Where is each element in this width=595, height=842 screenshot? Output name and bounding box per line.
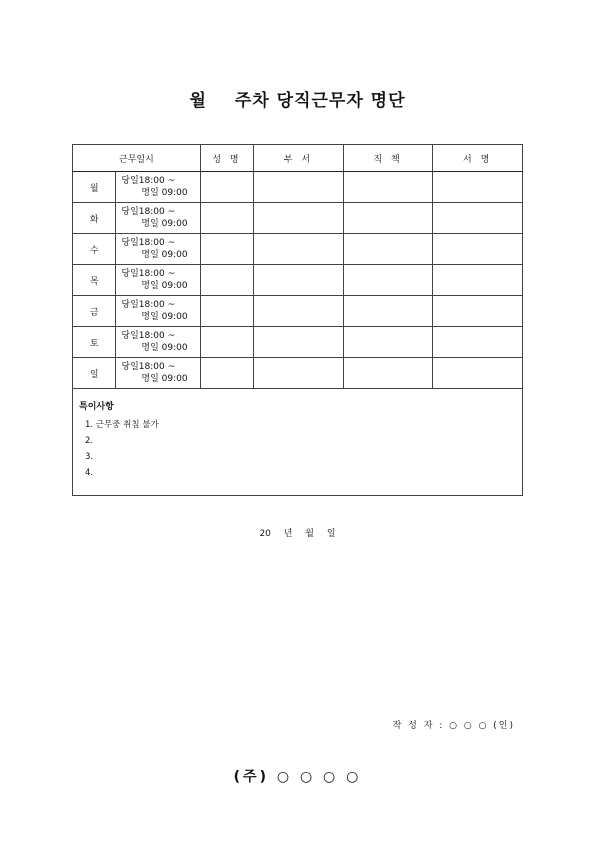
day-cell: 목 (73, 265, 116, 296)
time-end: 명일 09:00 (141, 188, 188, 198)
day-cell: 금 (73, 296, 116, 327)
time-start: 당일18:00 ~ (121, 269, 176, 279)
table-row (73, 234, 523, 265)
notes-item: 4. (85, 468, 94, 478)
time-end: 명일 09:00 (141, 343, 188, 353)
company-name: (주) ○ ○ ○ ○ (233, 769, 362, 785)
department-cell[interactable] (254, 327, 344, 358)
name-cell[interactable] (200, 358, 253, 389)
table-row (73, 327, 523, 358)
name-cell[interactable] (200, 172, 253, 203)
signature-cell[interactable] (433, 203, 523, 234)
position-cell[interactable] (343, 172, 433, 203)
day-cell: 화 (73, 203, 116, 234)
time-cell (116, 296, 200, 327)
signature-cell[interactable] (433, 234, 523, 265)
position-cell[interactable] (343, 358, 433, 389)
department-cell[interactable] (254, 265, 344, 296)
position-cell[interactable] (343, 203, 433, 234)
time-cell (116, 203, 200, 234)
title-month: 월 (189, 91, 207, 111)
table-row (73, 358, 523, 389)
table-header-row (73, 145, 523, 172)
header-signature: 서 명 (433, 145, 523, 172)
day-cell: 토 (73, 327, 116, 358)
signature-cell[interactable] (433, 327, 523, 358)
header-department: 부 서 (254, 145, 344, 172)
department-cell[interactable] (254, 203, 344, 234)
position-cell[interactable] (343, 327, 433, 358)
notes-section[interactable] (73, 389, 523, 496)
department-cell[interactable] (254, 234, 344, 265)
signature-cell[interactable] (433, 265, 523, 296)
page-title (0, 86, 595, 111)
table-row (73, 265, 523, 296)
name-cell[interactable] (200, 296, 253, 327)
duty-roster-table (72, 144, 523, 496)
notes-item: 1. 근무중 취침 불가 (85, 420, 159, 430)
time-end: 명일 09:00 (141, 312, 188, 322)
time-start: 당일18:00 ~ (121, 300, 176, 310)
time-cell (116, 327, 200, 358)
notes-item: 3. (85, 452, 94, 462)
notes-heading: 특이사항 (79, 402, 114, 412)
day-cell: 수 (73, 234, 116, 265)
name-cell[interactable] (200, 234, 253, 265)
name-cell[interactable] (200, 203, 253, 234)
notes-row (73, 389, 523, 496)
time-cell (116, 358, 200, 389)
signature-cell[interactable] (433, 172, 523, 203)
author-line: 작 성 자 : ○ ○ ○ (인) (392, 721, 515, 731)
signature-cell[interactable] (433, 296, 523, 327)
time-start: 당일18:00 ~ (121, 207, 176, 217)
department-cell[interactable] (254, 358, 344, 389)
time-start: 당일18:00 ~ (121, 176, 176, 186)
header-duty-time: 근무일시 (73, 145, 201, 172)
notes-item: 2. (85, 436, 94, 446)
time-end: 명일 09:00 (141, 374, 188, 384)
table-row (73, 296, 523, 327)
day-cell: 월 (73, 172, 116, 203)
time-start: 당일18:00 ~ (121, 238, 176, 248)
position-cell[interactable] (343, 234, 433, 265)
time-cell (116, 265, 200, 296)
position-cell[interactable] (343, 265, 433, 296)
header-name: 성 명 (200, 145, 253, 172)
time-end: 명일 09:00 (141, 281, 188, 291)
position-cell[interactable] (343, 296, 433, 327)
signature-cell[interactable] (433, 358, 523, 389)
time-end: 명일 09:00 (141, 219, 188, 229)
day-cell: 일 (73, 358, 116, 389)
time-cell (116, 234, 200, 265)
time-end: 명일 09:00 (141, 250, 188, 260)
time-start: 당일18:00 ~ (121, 331, 176, 341)
table-row (73, 203, 523, 234)
department-cell[interactable] (254, 172, 344, 203)
date-line: 20 년 월 일 (259, 529, 336, 539)
time-start: 당일18:00 ~ (121, 362, 176, 372)
header-position: 직 책 (343, 145, 433, 172)
name-cell[interactable] (200, 265, 253, 296)
time-cell (116, 172, 200, 203)
name-cell[interactable] (200, 327, 253, 358)
table-row (73, 172, 523, 203)
department-cell[interactable] (254, 296, 344, 327)
title-text: 주차 당직근무자 명단 (234, 91, 406, 111)
